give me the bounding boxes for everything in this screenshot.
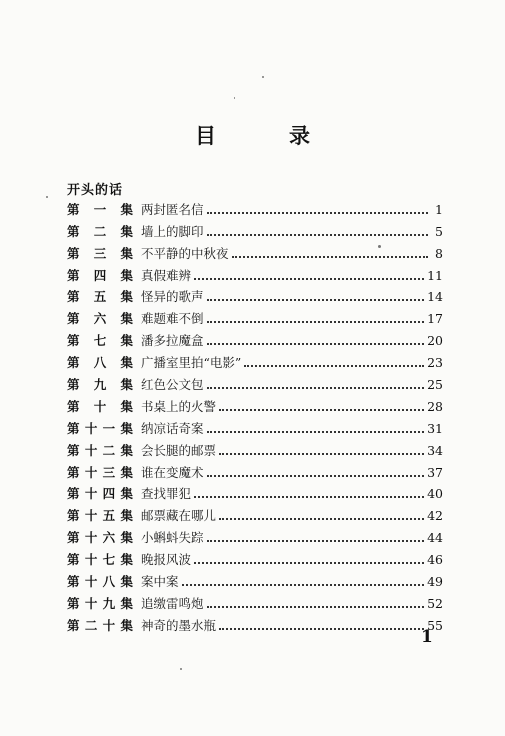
page-ref: 52	[427, 595, 443, 611]
page-ref: 23	[427, 355, 443, 371]
dot-leader	[194, 496, 424, 498]
episode-title: 谁在变魔术	[141, 464, 204, 480]
page-ref: 31	[427, 420, 443, 436]
page-ref: 44	[427, 530, 443, 546]
dot-leader	[207, 475, 425, 477]
page-ref: 8	[435, 245, 443, 261]
episode-title: 追缴雷鸣炮	[141, 595, 204, 611]
episode-label: 第 十 五 集	[67, 508, 133, 524]
toc-entry	[67, 480, 443, 502]
toc-entry	[67, 195, 443, 217]
page-ref: 34	[427, 442, 443, 458]
toc-entry	[67, 239, 443, 261]
toc-entry	[67, 392, 443, 414]
dot-leader	[207, 321, 425, 323]
episode-title: 小蝌蚪失踪	[141, 530, 204, 546]
toc-entry	[67, 611, 443, 633]
dot-leader	[194, 562, 424, 564]
page-ref: 46	[427, 552, 443, 568]
page-ref: 28	[427, 398, 443, 414]
dot-leader	[219, 518, 424, 520]
episode-label: 第 一 集	[67, 201, 133, 217]
episode-label: 第 三 集	[67, 245, 133, 261]
episode-label: 第 十 九 集	[67, 595, 133, 611]
dot-leader	[207, 431, 425, 433]
page-ref: 17	[427, 311, 443, 327]
dot-leader	[207, 299, 425, 301]
toc-entry	[67, 458, 443, 480]
dot-leader	[207, 606, 425, 608]
episode-title: 两封匿名信	[141, 201, 204, 217]
dot-leader	[194, 278, 424, 280]
episode-label: 第 十 一 集	[67, 420, 133, 436]
page-ref: 40	[427, 486, 443, 502]
toc-entry	[67, 436, 443, 458]
episode-title: 邮票藏在哪儿	[141, 508, 217, 524]
dot-leader	[232, 256, 428, 258]
page-ref: 49	[427, 574, 443, 590]
dot-leader	[219, 453, 424, 455]
intro-heading: 开头的话	[67, 183, 124, 198]
episode-title: 查找罪犯	[141, 486, 192, 502]
episode-title: 会长腿的邮票	[141, 442, 217, 458]
dot-leader	[207, 234, 428, 236]
episode-title: 怪异的歌声	[141, 289, 204, 305]
episode-title: 难题难不倒	[141, 311, 204, 327]
page-ref: 14	[427, 289, 443, 305]
episode-label: 第 四 集	[67, 267, 133, 283]
episode-title: 真假难辨	[141, 267, 192, 283]
page-ref: 11	[427, 267, 443, 283]
toc-entry	[67, 545, 443, 567]
toc-entry	[67, 589, 443, 611]
page-title: 目 录	[195, 124, 336, 148]
dot-leader	[244, 365, 424, 367]
page-ref: 20	[427, 333, 443, 349]
episode-label: 第 十 集	[67, 398, 133, 414]
toc-entry	[67, 261, 443, 283]
scan-speck	[234, 97, 235, 99]
episode-label: 第 二 集	[67, 223, 133, 239]
page-ref: 37	[427, 464, 443, 480]
toc-entry	[67, 304, 443, 326]
episode-label: 第 十 二 集	[67, 442, 133, 458]
toc-entry	[67, 414, 443, 436]
page-ref: 42	[427, 508, 443, 524]
toc-entry	[67, 501, 443, 523]
episode-label: 第 十 四 集	[67, 486, 133, 502]
episode-title: 纳凉话奇案	[141, 420, 204, 436]
episode-label: 第 六 集	[67, 311, 133, 327]
toc-entry	[67, 348, 443, 370]
dot-leader	[219, 628, 424, 630]
episode-title: 不平静的中秋夜	[141, 245, 229, 261]
episode-label: 第 十 六 集	[67, 530, 133, 546]
episode-title: 广播室里拍“电影”	[141, 355, 242, 371]
dot-leader	[182, 584, 425, 586]
episode-label: 第 十 三 集	[67, 464, 133, 480]
toc-entry	[67, 326, 443, 348]
episode-label: 第 八 集	[67, 355, 133, 371]
page-ref: 55	[427, 617, 443, 633]
episode-title: 红色公文包	[141, 377, 204, 393]
episode-label: 第 十 八 集	[67, 574, 133, 590]
toc-entry	[67, 217, 443, 239]
episode-title: 晚报风波	[141, 552, 192, 568]
episode-label: 第 七 集	[67, 333, 133, 349]
scan-speck	[262, 76, 264, 78]
scan-speck	[180, 668, 182, 670]
episode-title: 书桌上的火警	[141, 398, 217, 414]
dot-leader	[207, 387, 425, 389]
dot-leader	[207, 540, 425, 542]
page-ref: 5	[435, 223, 443, 239]
episode-title: 案中案	[141, 574, 179, 590]
dot-leader	[207, 343, 425, 345]
toc-entry	[67, 283, 443, 305]
toc-entry	[67, 567, 443, 589]
scan-speck	[46, 196, 48, 198]
episode-title: 潘多拉魔盒	[141, 333, 204, 349]
table-of-contents	[67, 195, 443, 633]
dot-leader	[207, 212, 428, 214]
episode-label: 第 十 七 集	[67, 552, 133, 568]
dot-leader	[219, 409, 424, 411]
episode-label: 第 九 集	[67, 377, 133, 393]
episode-title: 墙上的脚印	[141, 223, 204, 239]
page-ref: 25	[427, 377, 443, 393]
page-ref: 1	[435, 201, 443, 217]
page-number: 1	[421, 627, 433, 647]
episode-label: 第 五 集	[67, 289, 133, 305]
episode-label: 第 二 十 集	[67, 617, 133, 633]
toc-entry	[67, 523, 443, 545]
toc-entry	[67, 370, 443, 392]
episode-title: 神奇的墨水瓶	[141, 617, 217, 633]
scan-speck	[378, 245, 381, 248]
